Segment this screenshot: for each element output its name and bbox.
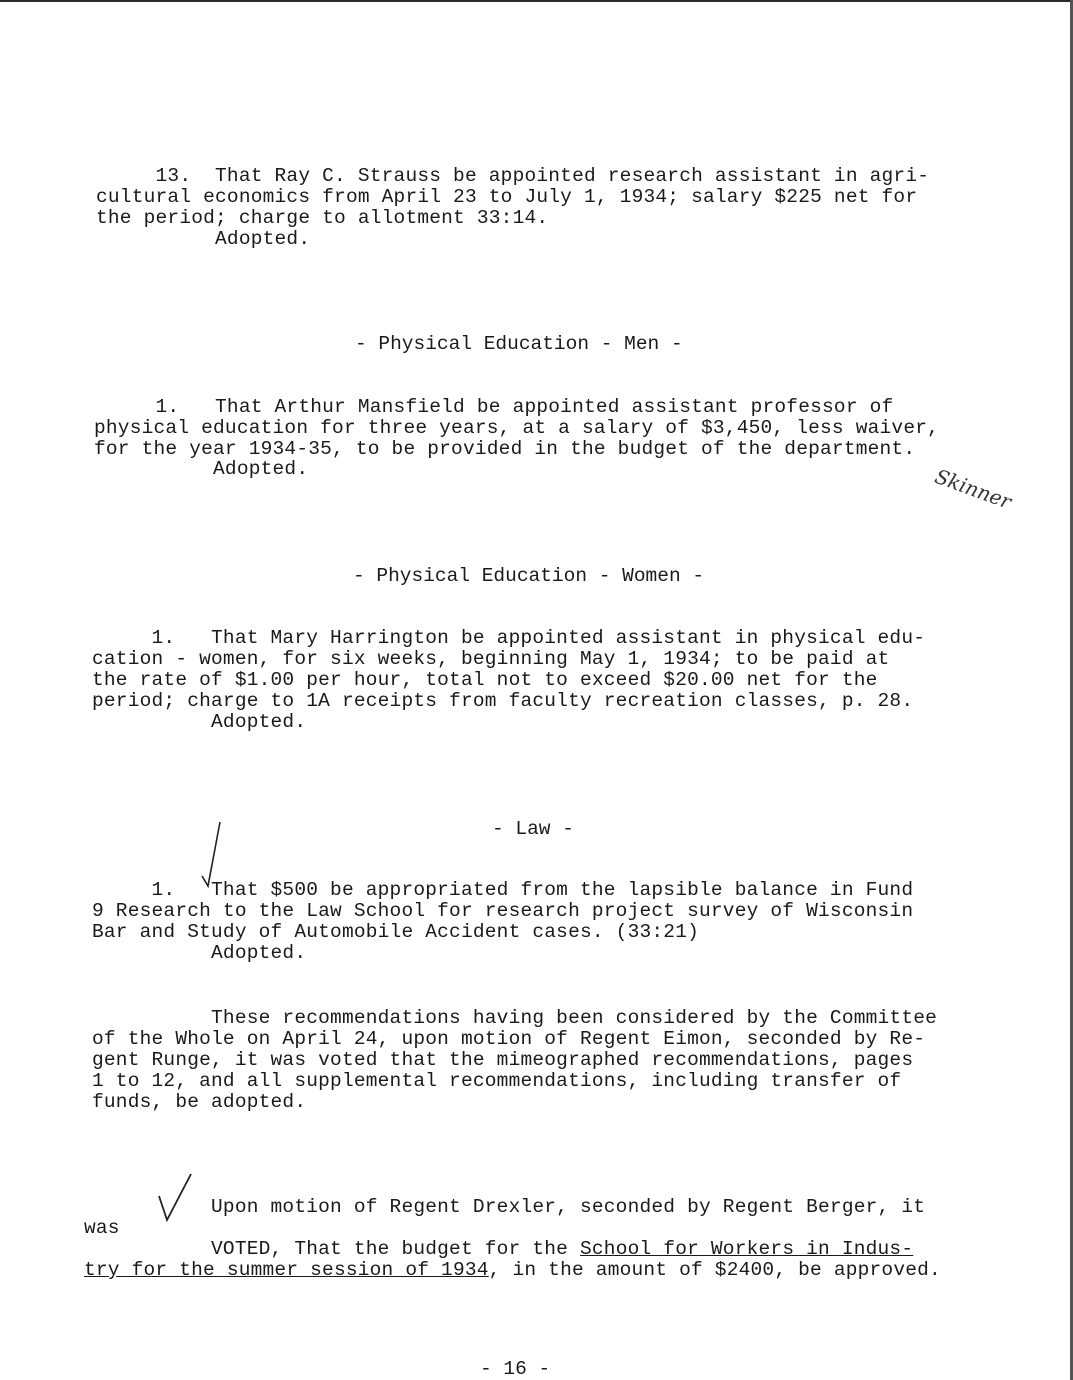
motion-line-4-suffix: , in the amount of $2400, be approved. xyxy=(488,1259,941,1281)
law-line-1: 1. That $500 be appropriated from the lapsible balance in Fund xyxy=(92,879,914,901)
committee-line-4: 1 to 12, and all supplemental recommendations, including transfer of xyxy=(92,1070,902,1092)
motion-line-4 xyxy=(84,1260,941,1281)
ag-econ-adopted: Adopted. xyxy=(96,228,311,250)
pe-men-adopted: Adopted. xyxy=(94,458,309,480)
ag-econ-line-1: 13. That Ray C. Strauss be appointed research assistant in agri- xyxy=(96,165,930,187)
summer-session-underlined: try for the summer session of 1934 xyxy=(84,1259,489,1281)
committee-line-5: funds, be adopted. xyxy=(92,1091,307,1113)
pe-women-adopted: Adopted. xyxy=(92,711,307,733)
pe-men-line-1: 1. That Arthur Mansfield be appointed assistant professor of xyxy=(96,396,894,418)
motion-line-2: was xyxy=(84,1217,120,1239)
pe-women-line-3: the rate of $1.00 per hour, total not to exceed $20.00 net for the xyxy=(92,669,878,691)
motion-line-1: Upon motion of Regent Drexler, seconded by Regent Berger, it xyxy=(92,1196,926,1218)
ag-econ-line-3: the period; charge to allotment 33:14. xyxy=(96,207,549,229)
school-for-workers-underlined: School for Workers in Indus- xyxy=(579,1238,914,1260)
law-line-2: 9 Research to the Law School for research project survey of Wisconsin xyxy=(92,900,914,922)
law-line-3: Bar and Study of Automobile Accident cases. (33:21) xyxy=(92,921,699,943)
pe-women-line-4: period; charge to 1A receipts from faculty recreation classes, p. 28. xyxy=(92,690,914,712)
handwritten-annotation: Skinner xyxy=(931,464,1015,514)
committee-line-3: gent Runge, it was voted that the mimeographed recommendations, pages xyxy=(92,1049,914,1071)
section-heading-pe-men: - Physical Education - Men - xyxy=(355,333,683,355)
section-heading-pe-women: - Physical Education - Women - xyxy=(353,565,705,587)
section-heading-law: - Law - xyxy=(492,818,574,840)
pe-men-line-3: for the year 1934-35, to be provided in the budget of the department. xyxy=(94,438,916,460)
ag-econ-line-2: cultural economics from April 23 to July 1, 1934; salary $225 net for xyxy=(96,186,918,208)
pe-men-line-2: physical education for three years, at a salary of $3,450, less waiver, xyxy=(94,417,940,439)
pe-women-line-1: 1. That Mary Harrington be appointed assistant in physical edu- xyxy=(92,627,926,649)
pe-women-line-2: cation - women, for six weeks, beginning May 1, 1934; to be paid at xyxy=(92,648,890,670)
committee-line-1: These recommendations having been considered by the Committee xyxy=(92,1007,938,1029)
motion-line-3 xyxy=(92,1239,913,1260)
page-number: - 16 - xyxy=(480,1358,551,1380)
law-adopted: Adopted. xyxy=(92,942,307,964)
page-top-border xyxy=(0,0,1073,2)
committee-line-2: of the Whole on April 24, upon motion of Regent Eimon, seconded by Re- xyxy=(92,1028,926,1050)
motion-line-3-prefix: VOTED, That the budget for the xyxy=(92,1238,580,1260)
